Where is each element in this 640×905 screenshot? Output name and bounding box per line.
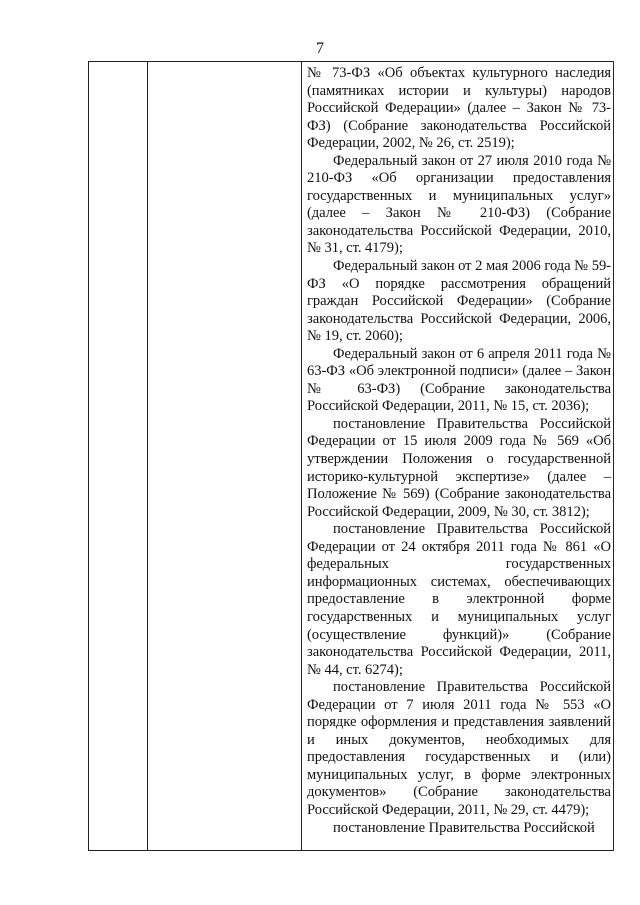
document-table xyxy=(88,61,614,851)
paragraph-resolution-continued: постановление Правительства Российской xyxy=(333,819,595,836)
paragraph-resolution-553: постановление Правительства Российской Федерации от 7 июля 2011 года № 553 «О порядке оформления и представления заявлений и иных документов, необходимых для предоставления государственных и (или) муниципальных услуг, в форме электронных документов» (Собрание законодательства Российской Федерации, 2011, № 29, ст. 4479); xyxy=(307,679,611,818)
paragraph-resolution-569: постановление Правительства Российской Федерации от 15 июля 2009 года № 569 «Об утверждении Положения о государственной историко-культурной экспертизе» (далее – Положение № 569) (Собрание законодательства Российской Федерации, 2009, № 30, ст. 3812); xyxy=(307,415,611,520)
legal-basis-cell xyxy=(307,65,611,837)
column-divider-2 xyxy=(301,62,302,850)
paragraph-law-63: Федеральный закон от 6 апреля 2011 года № 63-ФЗ «Об электронной подписи» (далее – Закон № 63-ФЗ) (Собрание законодательства Российской Федерации, 2011, № 15, ст. 2036); xyxy=(307,345,611,415)
paragraph-law-59: Федеральный закон от 2 мая 2006 года № 59-ФЗ «О порядке рассмотрения обращений граждан Российской Федерации» (Собрание законодательства Российской Федерации, 2006, № 19, ст. 2060); xyxy=(307,258,611,345)
column-divider-1 xyxy=(147,62,148,850)
paragraph-law-210: Федеральный закон от 27 июля 2010 года № 210-ФЗ «Об организации предоставления государственных и муниципальных услуг» (далее – Закон № 210-ФЗ) (Собрание законодательства Российской Федерации, 2010, № 31, ст. 4179); xyxy=(307,152,611,257)
page-number: 7 xyxy=(316,40,324,57)
paragraph-law-73: № 73-ФЗ «Об объектах культурного наследия (памятниках истории и культуры) народов Российской Федерации» (далее – Закон № 73-ФЗ) (Собрание законодательства Российской Федерации, 2002, № 26, ст. 2519); xyxy=(307,65,611,152)
paragraph-resolution-861: постановление Правительства Российской Федерации от 24 октября 2011 года № 861 «О федеральных государственных информационных системах, обеспечивающих предоставление в электронной форме государственных и муниципальных услуг (осуществление функций)» (Собрание законодательства Российской Федерации, 2011, № 44, ст. 6274); xyxy=(307,521,611,678)
